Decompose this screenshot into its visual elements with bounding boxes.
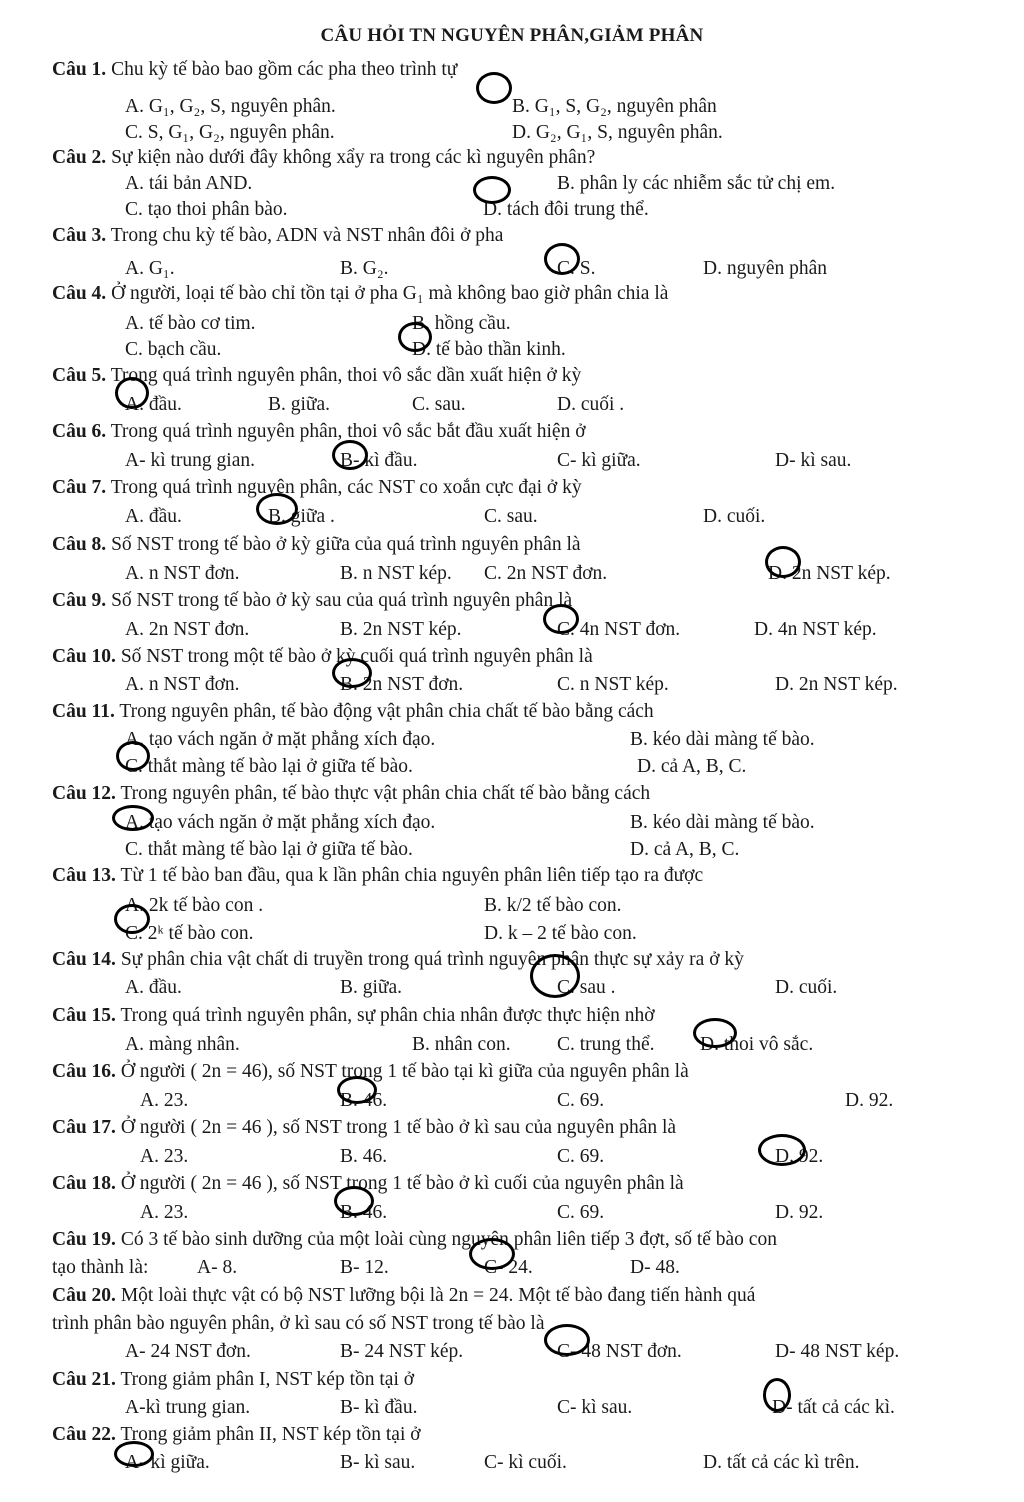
question-22	[52, 1425, 421, 1445]
answer-option-D[interactable]: D. cuối.	[775, 977, 838, 998]
question-text: Trong nguyên phân, tế bào động vật phân chia chất tế bào bằng cách	[114, 701, 654, 722]
question-text: Trong quá trình nguyên phân, thoi vô sắc bắt đầu xuất hiện ở	[106, 421, 586, 442]
answer-option-A[interactable]: A. n NST đơn.	[125, 674, 240, 695]
question-number: Câu 15.	[52, 1005, 116, 1026]
answer-option-C[interactable]: C- kì giữa.	[557, 450, 641, 471]
question-text-continued: tạo thành là:	[52, 1257, 149, 1278]
answer-option-B[interactable]: B- 24 NST kép.	[340, 1341, 464, 1362]
answer-option-B[interactable]: B. kéo dài màng tế bào.	[630, 812, 815, 833]
answer-option-B[interactable]: B. G₁, S, G₂, nguyên phân	[512, 96, 717, 117]
question-text: Chu kỳ tế bào bao gồm các pha theo trình tự	[106, 59, 458, 80]
answer-option-C[interactable]: C. sau .	[557, 977, 616, 998]
answer-option-D[interactable]: D. G₂, G₁, S, nguyên phân.	[512, 122, 723, 143]
question-number: Câu 18.	[52, 1173, 116, 1194]
question-number: Câu 11.	[52, 701, 115, 722]
answer-option-D[interactable]: D. 92.	[845, 1090, 894, 1111]
question-text: Ở người ( 2n = 46 ), số NST trong 1 tế bào ở kì cuối của nguyên phân là	[115, 1173, 684, 1194]
question-text: Từ 1 tế bào ban đầu, qua k lần phân chia nguyên phân liên tiếp tạo ra được	[115, 865, 704, 886]
question-14	[52, 950, 744, 970]
question-number: Câu 2.	[52, 147, 107, 168]
question-number: Câu 3.	[52, 225, 107, 246]
answer-option-B[interactable]: B. kéo dài màng tế bào.	[630, 729, 815, 750]
answer-option-A[interactable]: A. tạo vách ngăn ở mặt phẳng xích đạo.	[125, 812, 436, 833]
question-11	[52, 702, 654, 722]
question-10	[52, 647, 593, 667]
question-number: Câu 17.	[52, 1117, 116, 1138]
answer-option-D[interactable]: D. tế bào thần kinh.	[412, 339, 566, 360]
question-number: Câu 4.	[52, 283, 107, 304]
answer-option-A[interactable]: A- kì giữa.	[125, 1452, 210, 1473]
answer-option-C[interactable]: C. bạch cầu.	[125, 339, 222, 360]
answer-option-D[interactable]: D. 2n NST kép.	[768, 563, 891, 584]
answer-option-B[interactable]: B- kì đầu.	[340, 1397, 418, 1418]
question-text: Trong nguyên phân, tế bào thực vật phân chia chất tế bào bằng cách	[115, 783, 651, 804]
question-number: Câu 6.	[52, 421, 107, 442]
answer-option-C[interactable]: C. 2n NST đơn.	[484, 563, 608, 584]
answer-option-D[interactable]: D. cả A, B, C.	[637, 756, 747, 777]
question-text: Trong giảm phân I, NST kép tồn tại ở	[115, 1369, 415, 1390]
answer-option-D[interactable]: D. cuối.	[703, 506, 766, 527]
question-number: Câu 19.	[52, 1229, 116, 1250]
answer-option-D[interactable]: D. tất cả các kì trên.	[703, 1452, 860, 1473]
answer-option-D[interactable]: D. tách đôi trung thể.	[483, 199, 649, 220]
answer-option-A[interactable]: A. đầu.	[125, 394, 182, 415]
answer-option-B[interactable]: B. giữa.	[340, 977, 403, 998]
answer-option-A[interactable]: A. n NST đơn.	[125, 563, 240, 584]
answer-option-C[interactable]: C. tạo thoi phân bào.	[125, 199, 288, 220]
answer-option-A[interactable]: A. đầu.	[125, 977, 182, 998]
answer-option-A[interactable]: A. 23.	[140, 1146, 189, 1167]
answer-option-C[interactable]: C. 4n NST đơn.	[557, 619, 681, 640]
question-number: Câu 10.	[52, 646, 116, 667]
answer-option-C[interactable]: C- 24.	[484, 1257, 533, 1278]
question-16	[52, 1062, 689, 1082]
question-8	[52, 535, 581, 555]
question-number: Câu 7.	[52, 477, 107, 498]
answer-option-B[interactable]: B. hồng cầu.	[412, 313, 511, 334]
answer-option-C[interactable]: C. n NST kép.	[557, 674, 669, 695]
answer-option-C[interactable]: C. 2ᵏ tế bào con.	[125, 923, 254, 944]
answer-option-A[interactable]: A. 2k tế bào con .	[125, 895, 264, 916]
answer-option-D[interactable]: D- kì sau.	[775, 450, 852, 471]
answer-option-D[interactable]: D. nguyên phân	[703, 258, 828, 279]
question-number: Câu 13.	[52, 865, 116, 886]
answer-option-D[interactable]: D. thoi vô sắc.	[700, 1034, 814, 1055]
question-18	[52, 1174, 684, 1194]
question-text: Trong quá trình nguyên phân, thoi vô sắc dần xuất hiện ở kỳ	[106, 365, 582, 386]
question-text: Sự kiện nào dưới đây không xẩy ra trong các kì nguyên phân?	[106, 147, 596, 168]
answer-option-A[interactable]: A. 23.	[140, 1090, 189, 1111]
answer-option-A[interactable]: A. tế bào cơ tim.	[125, 313, 256, 334]
question-17	[52, 1118, 676, 1138]
answer-option-D[interactable]: D- 48.	[630, 1257, 680, 1278]
answer-option-C[interactable]: C. 69.	[557, 1202, 605, 1223]
answer-option-A[interactable]: A. G₁.	[125, 258, 175, 279]
question-text: Trong quá trình nguyên phân, các NST co xoắn cực đại ở kỳ	[106, 477, 582, 498]
question-number: Câu 5.	[52, 365, 107, 386]
answer-option-C[interactable]: C. S.	[557, 258, 596, 279]
question-19	[52, 1230, 777, 1250]
answer-option-A[interactable]: A- 24 NST đơn.	[125, 1341, 251, 1362]
answer-option-D[interactable]: D. k – 2 tế bào con.	[484, 923, 637, 944]
answer-option-C[interactable]: C. thắt màng tế bào lại ở giữa tế bào.	[125, 756, 413, 777]
answer-option-A[interactable]: A. đầu.	[125, 506, 182, 527]
answer-option-B[interactable]: B. n NST kép.	[340, 563, 452, 584]
answer-option-D[interactable]: D. 2n NST kép.	[775, 674, 898, 695]
answer-option-B[interactable]: B. G₂.	[340, 258, 389, 279]
answer-option-D[interactable]: D- 48 NST kép.	[775, 1341, 900, 1362]
answer-option-A[interactable]: A. tạo vách ngăn ở mặt phẳng xích đạo.	[125, 729, 436, 750]
question-6	[52, 422, 586, 442]
answer-option-B[interactable]: B. 46.	[340, 1202, 388, 1223]
answer-option-D[interactable]: D. cuối .	[557, 394, 625, 415]
question-text: Số NST trong tế bào ở kỳ giữa của quá trình nguyên phân là	[106, 534, 581, 555]
question-number: Câu 14.	[52, 949, 116, 970]
answer-option-D[interactable]: D. cả A, B, C.	[630, 839, 740, 860]
question-number: Câu 16.	[52, 1061, 116, 1082]
question-2	[52, 148, 595, 168]
answer-option-A[interactable]: A- 8.	[197, 1257, 238, 1278]
answer-option-C[interactable]: C- kì sau.	[557, 1397, 633, 1418]
page-title: CÂU HỎI TN NGUYÊN PHÂN,GIẢM PHÂN	[320, 25, 704, 46]
answer-option-D[interactable]: D. 92.	[775, 1146, 824, 1167]
answer-option-C[interactable]: C. 69.	[557, 1146, 605, 1167]
question-4	[52, 284, 668, 304]
answer-option-D[interactable]: D- tất cả các kì.	[772, 1397, 895, 1418]
answer-option-B[interactable]: B- 12.	[340, 1257, 389, 1278]
question-7	[52, 478, 582, 498]
answer-option-A[interactable]: A. G₁, G₂, S, nguyên phân.	[125, 96, 336, 117]
answer-option-A[interactable]: A- kì trung gian.	[125, 450, 255, 471]
question-12	[52, 784, 650, 804]
answer-option-B[interactable]: B. phân ly các nhiễm sắc tử chị em.	[557, 173, 836, 194]
answer-option-B[interactable]: B- kì đầu.	[340, 450, 418, 471]
question-20	[52, 1286, 755, 1306]
question-text: Số NST trong tế bào ở kỳ sau của quá trình nguyên phân là	[106, 590, 573, 611]
answer-circle-mark	[476, 72, 512, 104]
question-text: Trong chu kỳ tế bào, ADN và NST nhân đôi ở pha	[106, 225, 504, 246]
answer-option-D[interactable]: D. 92.	[775, 1202, 824, 1223]
question-text: Ở người ( 2n = 46 ), số NST trong 1 tế bào ở kì sau của nguyên phân là	[115, 1117, 677, 1138]
answer-option-C[interactable]: C. trung thể.	[557, 1034, 655, 1055]
answer-option-C[interactable]: C. sau.	[412, 394, 466, 415]
answer-option-C[interactable]: C. 69.	[557, 1090, 605, 1111]
question-number: Câu 22.	[52, 1424, 116, 1445]
question-3	[52, 226, 503, 246]
question-text: Trong quá trình nguyên phân, sự phân chia nhân được thực hiện nhờ	[115, 1005, 655, 1026]
answer-option-B[interactable]: B- kì sau.	[340, 1452, 416, 1473]
answer-option-B[interactable]: B. giữa.	[268, 394, 331, 415]
answer-option-A[interactable]: A. 23.	[140, 1202, 189, 1223]
answer-option-D[interactable]: D. 4n NST kép.	[754, 619, 877, 640]
answer-option-A[interactable]: A. màng nhân.	[125, 1034, 240, 1055]
answer-option-B[interactable]: B. giữa .	[268, 506, 335, 527]
question-1	[52, 60, 457, 80]
question-number: Câu 8.	[52, 534, 107, 555]
question-text: Ở người, loại tế bào chỉ tồn tại ở pha G₁ mà không bao giờ phân chia là	[106, 283, 669, 304]
answer-option-B[interactable]: B. 2n NST kép.	[340, 619, 462, 640]
answer-option-A[interactable]: A-kì trung gian.	[125, 1397, 251, 1418]
question-text: Sự phân chia vật chất di truyền trong quá trình nguyên phân thực sự xảy ra ở kỳ	[115, 949, 744, 970]
answer-option-B[interactable]: B. 46.	[340, 1146, 388, 1167]
answer-option-A[interactable]: A. tái bản AND.	[125, 173, 253, 194]
answer-option-B[interactable]: B. nhân con.	[412, 1034, 511, 1055]
question-13	[52, 866, 703, 886]
answer-option-A[interactable]: A. 2n NST đơn.	[125, 619, 250, 640]
question-number: Câu 20.	[52, 1285, 116, 1306]
question-21	[52, 1370, 414, 1390]
answer-option-C[interactable]: C. S, G₁, G₂, nguyên phân.	[125, 122, 335, 143]
question-text: Số NST trong một tế bào ở kỳ cuối quá trình nguyên phân là	[115, 646, 593, 667]
question-text: Ở người ( 2n = 46), số NST trong 1 tế bào tại kì giữa của nguyên phân là	[115, 1061, 689, 1082]
answer-option-B[interactable]: B. 46.	[340, 1090, 388, 1111]
question-text: Một loài thực vật có bộ NST lưỡng bội là 2n = 24. Một tế bào đang tiến hành quá	[115, 1285, 756, 1306]
question-15	[52, 1006, 655, 1026]
question-text-continued: trình phân bào nguyên phân, ở kì sau có số NST trong tế bào là	[52, 1313, 545, 1334]
question-number: Câu 1.	[52, 59, 107, 80]
answer-option-C[interactable]: C. sau.	[484, 506, 538, 527]
question-5	[52, 366, 581, 386]
answer-option-C[interactable]: C- 48 NST đơn.	[557, 1341, 682, 1362]
question-9	[52, 591, 572, 611]
question-number: Câu 12.	[52, 783, 116, 804]
question-number: Câu 9.	[52, 590, 107, 611]
answer-option-B[interactable]: B. k/2 tế bào con.	[484, 895, 622, 916]
question-text: Trong giảm phân II, NST kép tồn tại ở	[115, 1424, 421, 1445]
question-number: Câu 21.	[52, 1369, 116, 1390]
question-text: Có 3 tế bào sinh dưỡng của một loài cùng nguyên phân liên tiếp 3 đợt, số tế bào con	[115, 1229, 777, 1250]
answer-option-C[interactable]: C. thắt màng tế bào lại ở giữa tế bào.	[125, 839, 413, 860]
answer-option-B[interactable]: B. 2n NST đơn.	[340, 674, 464, 695]
answer-option-C[interactable]: C- kì cuối.	[484, 1452, 567, 1473]
